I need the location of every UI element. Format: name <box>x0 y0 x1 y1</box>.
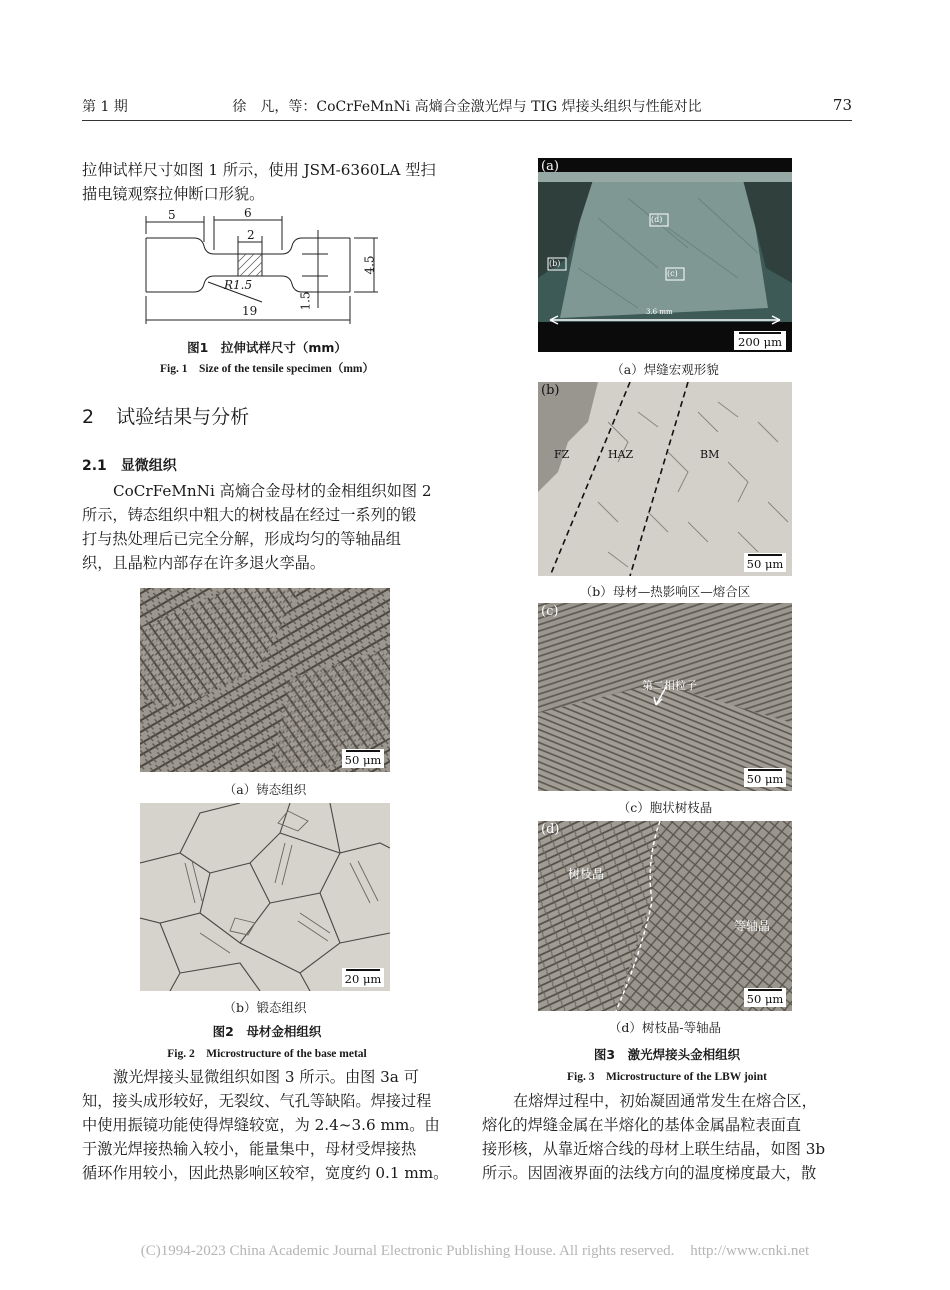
text-line: 激光焊接头显微组织如图 3 所示。由图 3a 可 <box>113 1068 419 1086</box>
fig2-caption-zh: 图2 母材金相组织 <box>212 1024 322 1039</box>
text-line: 接形核，从靠近熔合线的母材上联生结晶，如图 3b <box>482 1140 826 1158</box>
cnki-url: http://www.cnki.net <box>690 1243 810 1259</box>
running-header <box>82 96 852 120</box>
fig3b-caption: （b）母材—热影响区—熔合区 <box>579 584 751 599</box>
annotation-label: 第二相粒子 <box>642 679 697 692</box>
panel-label: (d) <box>541 822 560 837</box>
text-line: 熔化的焊缝金属在半熔化的基体金属晶粒表面直 <box>482 1116 801 1134</box>
scale-bar: 200 μm <box>734 331 786 350</box>
annotation-label: 等轴晶 <box>734 919 771 933</box>
fig3c-cellular-micrograph <box>538 603 792 791</box>
dim-label: 19 <box>242 304 258 318</box>
text-line: 拉伸试样尺寸如图 1 所示，使用 JSM-6360LA 型扫 <box>82 161 436 179</box>
fig2-caption-en: Fig. 2 Microstructure of the base metal <box>167 1048 367 1060</box>
copyright-footer <box>0 1243 950 1260</box>
dim-label: 1.5 <box>298 291 313 311</box>
inset-label: (c) <box>667 269 678 278</box>
fig2b-caption: （b）锻态组织 <box>223 1000 307 1015</box>
fig1-caption-en: Fig. 1 Size of the tensile specimen（mm） <box>160 363 374 375</box>
panel-label: (c) <box>541 604 559 619</box>
fig3d-caption: （d）树枝晶-等轴晶 <box>608 1020 722 1035</box>
dim-label: 5 <box>168 208 176 222</box>
running-title: 徐 凡，等：CoCrFeMnNi 高熵合金激光焊与 TIG 焊接头组织与性能对比 <box>232 99 702 115</box>
dim-label: R1.5 <box>224 278 253 292</box>
text-line: CoCrFeMnNi 高熵合金母材的金相组织如图 2 <box>113 482 432 500</box>
dim-label: 4.5 <box>362 255 377 275</box>
text-line: 中使用振镜功能使得焊缝较宽，为 2.4~3.6 mm。由 <box>82 1116 440 1134</box>
tensile-specimen-drawing <box>132 206 394 330</box>
zone-label: FZ <box>554 448 570 461</box>
fig2a-caption: （a）铸态组织 <box>223 782 307 797</box>
annotation-label: 树枝晶 <box>568 867 605 881</box>
text-line: 打与热处理后已完全分解，形成均匀的等轴晶组 <box>82 530 401 548</box>
issue-number: 第 1 期 <box>82 99 128 115</box>
header-rule <box>82 120 852 121</box>
inset-label: (b) <box>549 259 561 268</box>
dim-label: 6 <box>244 206 252 220</box>
zone-label: HAZ <box>608 448 634 461</box>
fig2b-forged-micrograph <box>140 803 390 991</box>
section-heading: 2 试验结果与分析 <box>82 406 250 428</box>
scale-bar: 50 μm <box>744 988 786 1007</box>
scale-bar: 50 μm <box>744 553 786 572</box>
panel-label: (a) <box>541 159 559 174</box>
fig3c-caption: （c）胞状树枝晶 <box>617 800 713 815</box>
panel-label: (b) <box>541 383 560 398</box>
page-number: 73 <box>832 96 852 114</box>
fig3b-haz-micrograph <box>538 382 792 576</box>
dim-label: 2 <box>247 228 255 242</box>
text-line: 在熔焊过程中，初始凝固通常发生在熔合区， <box>513 1092 817 1110</box>
text-line: 描电镜观察拉伸断口形貌。 <box>82 185 265 203</box>
zone-label: BM <box>700 448 720 461</box>
text-line: 循环作用较小，因此热影响区较窄，宽度约 0.1 mm。 <box>82 1164 449 1182</box>
fig2a-cast-micrograph <box>140 588 390 772</box>
text-line: 织，且晶粒内部存在许多退火孪晶。 <box>82 554 325 572</box>
fig3a-weld-macro <box>538 158 792 352</box>
scale-bar: 20 μm <box>342 968 384 987</box>
fig3-caption-zh: 图3 激光焊接头金相组织 <box>593 1047 741 1062</box>
fig3d-transition-micrograph <box>538 821 792 1011</box>
fig1-caption-zh: 图1 拉伸试样尺寸（mm） <box>187 340 347 355</box>
subsection-heading: 2.1 显微组织 <box>82 458 177 474</box>
base-metal-paragraph <box>82 479 452 575</box>
fig3-caption-en: Fig. 3 Microstructure of the LBW joint <box>567 1071 767 1083</box>
text-line: 知，接头成形较好，无裂纹、气孔等缺陷。焊接过程 <box>82 1092 432 1110</box>
fig3a-caption: （a）焊缝宏观形貌 <box>611 362 719 377</box>
text-line: 于激光焊接热输入较小，能量集中，母材受焊接热 <box>82 1140 417 1158</box>
copyright-text: (C)1994-2023 China Academic Journal Electronic Publishing House. All rights reserved. <box>140 1243 675 1259</box>
lbw-paragraph <box>82 1065 452 1185</box>
scale-bar: 50 μm <box>342 749 384 768</box>
width-label: 3.6 mm <box>646 308 673 316</box>
intro-paragraph <box>82 158 452 206</box>
text-line: 所示。因固液界面的法线方向的温度梯度最大，散 <box>482 1164 817 1182</box>
text-line: 所示，铸态组织中粗大的树枝晶在经过一系列的锻 <box>82 506 417 524</box>
inset-label: (d) <box>651 215 663 224</box>
solidification-paragraph <box>482 1089 852 1185</box>
scale-bar: 50 μm <box>744 768 786 787</box>
